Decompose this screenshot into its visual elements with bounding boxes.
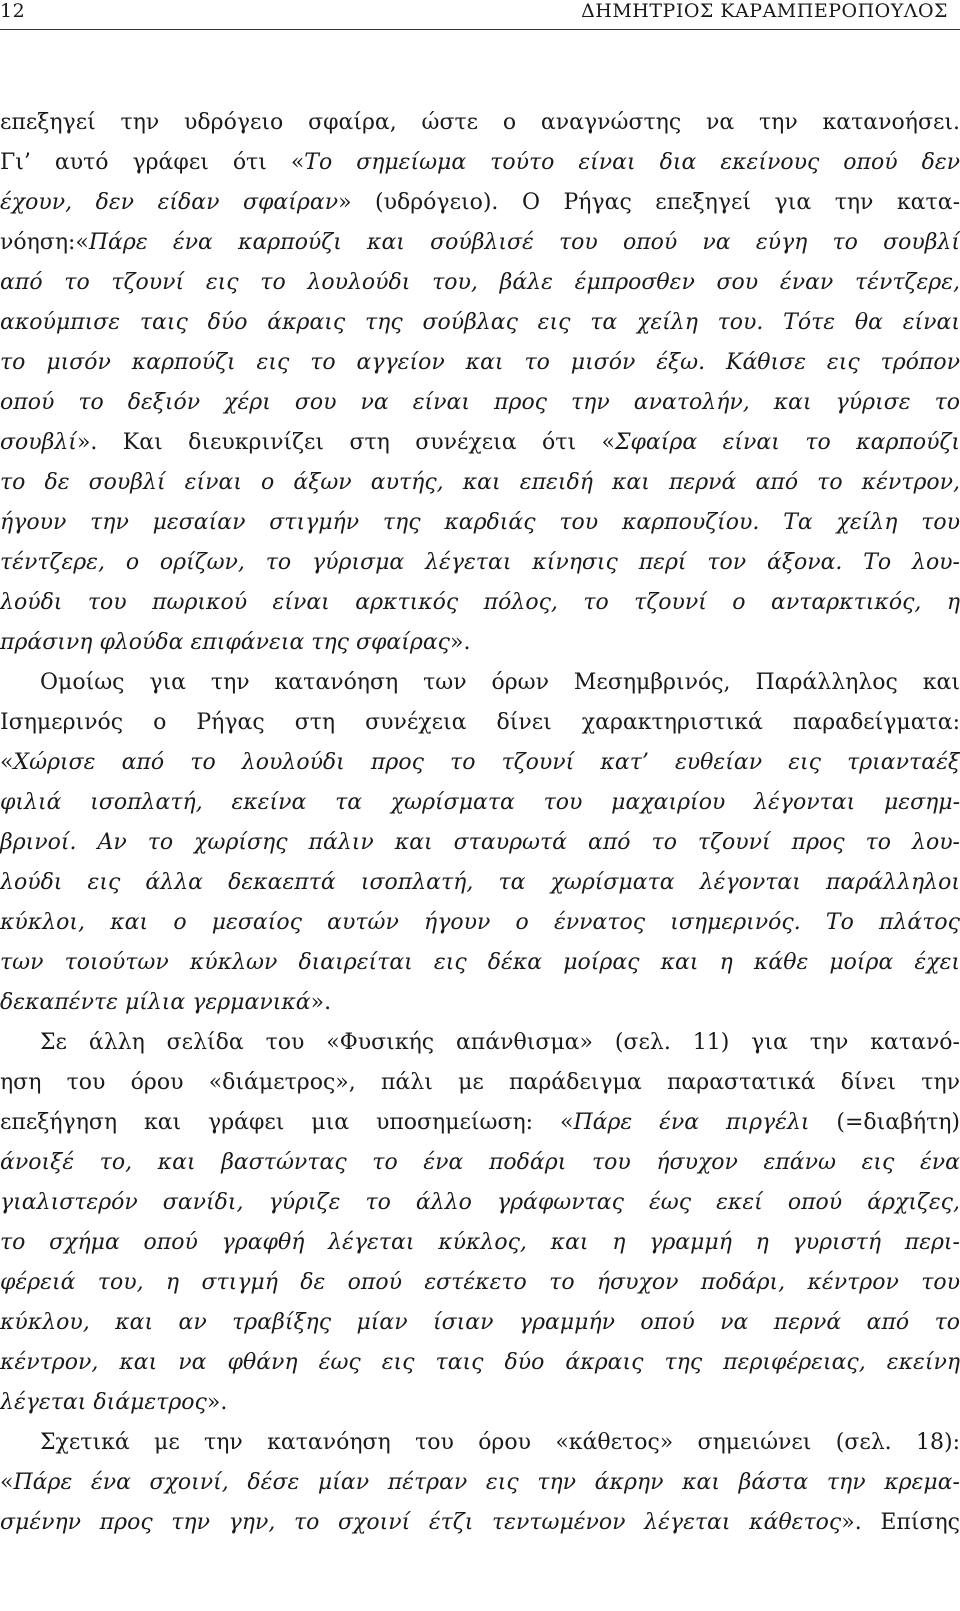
text-segment: « (0, 750, 14, 775)
text-line (0, 303, 960, 343)
italic-quote-segment: Χώρισε από το λουλούδι προς το τζουνί κατ’ ευθείαν εις τριανταέξ (13, 750, 960, 775)
italic-quote-segment: φέρειά του, η στιγμή δε οπού εστέκετο το ήσυχον ποδάρι, κέντρον του (0, 1270, 960, 1295)
text-line (0, 1143, 960, 1183)
text-line (0, 223, 960, 263)
italic-quote-segment: γιαλιστερόν σανίδι, γύριζε το άλλο γράφωντας έως εκεί οπού άρχιζες, (0, 1190, 960, 1215)
text-segment: « (0, 1470, 14, 1495)
text-line (0, 183, 960, 223)
text-segment: νόηση:« (0, 230, 89, 255)
text-segment: Γι’ αυτό γράφει ότι « (0, 150, 305, 175)
italic-quote-segment: από το τζουνί εις το λουλούδι του, βάλε έμπροσθεν σου έναν τέντζερε, (0, 270, 960, 295)
text-line (0, 1423, 960, 1463)
italic-quote-segment: πράσινη φλούδα επιφάνεια της σφαίρας (0, 630, 450, 655)
italic-quote-segment: Το σημείωμα τούτο είναι δια εκείνους οπού δεν (304, 150, 960, 175)
text-line (0, 103, 960, 143)
text-segment: ». (206, 1390, 228, 1415)
italic-quote-segment: το δε σουβλί είναι ο άξων αυτής, και επειδή και περνά από το κέντρον, (0, 470, 960, 495)
text-line (0, 1183, 960, 1223)
text-segment: επεξηγεί την υδρόγειο σφαίρα, ώστε ο αναγνώστης να την κατανοήσει. (0, 110, 960, 135)
italic-quote-segment: Πάρε ένα πιργέλι (573, 1110, 810, 1135)
text-line (0, 1503, 960, 1543)
text-segment: Ομοίως για την κατανόηση των όρων Μεσημβρινός, Παράλληλος και (40, 670, 960, 695)
text-line (0, 1223, 960, 1263)
body-text (0, 103, 960, 1543)
text-line (0, 583, 960, 623)
text-line (0, 543, 960, 583)
text-line (0, 863, 960, 903)
italic-quote-segment: δεκαπέντε μίλια γερμανικά (0, 990, 311, 1015)
text-line (0, 823, 960, 863)
italic-quote-segment: άνοιξέ το, και βαστώντας το ένα ποδάρι του ήσυχον επάνω εις ένα (0, 1150, 960, 1175)
italic-quote-segment: των τοιούτων κύκλων διαιρείται εις δέκα μοίρας και η κάθε μοίρα έχει (0, 950, 960, 975)
italic-quote-segment: κέντρον, και να φθάνη έως εις ταις δύο άκραις της περιφέρειας, εκείνη (0, 1350, 960, 1375)
text-line (0, 1303, 960, 1343)
italic-quote-segment: ήγουν την μεσαίαν στιγμήν της καρδιάς του καρπουζίου. Τα χείλη του (0, 510, 960, 535)
text-line (0, 903, 960, 943)
text-segment: ηση του όρου «διάμετρος», πάλι με παράδειγμα παραστατικά δίνει την (0, 1070, 960, 1095)
text-line (0, 1263, 960, 1303)
italic-quote-segment: Πάρε ένα καρπούζι και σούβλισέ του οπού να εύγη το σουβλί (88, 230, 960, 255)
text-line (0, 1343, 960, 1383)
italic-quote-segment: το μισόν καρπούζι εις το αγγείον και το μισόν έξω. Κάθισε εις τρόπον (0, 350, 960, 375)
header-rule (0, 29, 960, 30)
text-segment: (=διαβήτη) (809, 1110, 960, 1135)
text-line (0, 743, 960, 783)
italic-quote-segment: λούδι εις άλλα δεκαεπτά ισοπλατή, τα χωρίσματα λέγονται παράλληλοι (0, 870, 960, 895)
text-line (0, 423, 960, 463)
page-number: 12 (0, 0, 26, 22)
text-line (0, 1463, 960, 1503)
text-line (0, 943, 960, 983)
text-line (0, 623, 960, 663)
text-segment: ». (450, 630, 471, 655)
text-line (0, 343, 960, 383)
italic-quote-segment: Σφαίρα είναι το καρπούζι (614, 430, 960, 455)
text-segment: ». Και διευκρινίζει στη συνέχεια ότι « (76, 430, 615, 455)
text-segment: Σχετικά με την κατανόηση του όρου «κάθετος» σημειώνει (σελ. 18): (40, 1430, 960, 1455)
text-segment: επεξήγηση και γράφει μια υποσημείωση: « (0, 1110, 574, 1135)
italic-quote-segment: λούδι του πωρικού είναι αρκτικός πόλος, το τζουνί ο ανταρκτικός, η (0, 590, 960, 615)
text-segment: Σε άλλη σελίδα του «Φυσικής απάνθισμα» (σελ. 11) για την κατανό- (40, 1030, 960, 1055)
italic-quote-segment: Πάρε ένα σχοινί, δέσε μίαν πέτραν εις την άκρην και βάστα την κρεμα- (13, 1470, 960, 1495)
text-segment: ». Επίσης (841, 1510, 960, 1535)
text-segment: ». (310, 990, 332, 1015)
text-line (0, 1103, 960, 1143)
text-line (0, 1023, 960, 1063)
text-line (0, 1383, 960, 1423)
text-segment: Ισημερινός ο Ρήγας στη συνέχεια δίνει χαρακτηριστικά παραδείγματα: (0, 710, 960, 735)
italic-quote-segment: έχουν, δεν είδαν σφαίραν (0, 190, 339, 215)
text-line (0, 263, 960, 303)
text-segment: » (υδρόγειο). Ο Ρήγας επεξηγεί για την κατα- (338, 190, 960, 215)
text-line (0, 663, 960, 703)
italic-quote-segment: βρινοί. Αν το χωρίσης πάλιν και σταυρωτά από το τζουνί προς το λου- (0, 830, 960, 855)
italic-quote-segment: κύκλου, και αν τραβίξης μίαν ίσιαν γραμμήν οπού να περνά από το (0, 1310, 960, 1335)
italic-quote-segment: φιλιά ισοπλατή, εκείνα τα χωρίσματα του μαχαιρίου λέγονται μεσημ- (0, 790, 960, 815)
italic-quote-segment: σμένην προς την γην, το σχοινί έτζι τεντωμένον λέγεται κάθετος (0, 1510, 842, 1535)
italic-quote-segment: το σχήμα οπού γραφθή λέγεται κύκλος, και η γραμμή η γυριστή περι- (0, 1230, 960, 1255)
running-head-author: ΔΗΜΗΤΡΙΟΣ ΚΑΡΑΜΠΕΡΟΠΟΥΛΟΣ (581, 0, 948, 22)
text-line (0, 383, 960, 423)
italic-quote-segment: κύκλοι, και ο μεσαίος αυτών ήγουν ο έννατος ισημερινός. Το πλάτος (0, 910, 960, 935)
text-line (0, 1063, 960, 1103)
text-line (0, 503, 960, 543)
text-line (0, 783, 960, 823)
italic-quote-segment: οπού το δεξιόν χέρι σου να είναι προς την ανατολήν, και γύρισε το (0, 390, 960, 415)
text-line (0, 463, 960, 503)
italic-quote-segment: σουβλί (0, 430, 77, 455)
italic-quote-segment: ακούμπισε ταις δύο άκραις της σούβλας εις τα χείλη του. Τότε θα είναι (0, 310, 960, 335)
italic-quote-segment: τέντζερε, ο ορίζων, το γύρισμα λέγεται κίνησις περί τον άξονα. Το λου- (0, 550, 960, 575)
text-line (0, 143, 960, 183)
text-line (0, 983, 960, 1023)
italic-quote-segment: λέγεται διάμετρος (0, 1390, 207, 1415)
running-header (0, 0, 960, 50)
text-line (0, 703, 960, 743)
